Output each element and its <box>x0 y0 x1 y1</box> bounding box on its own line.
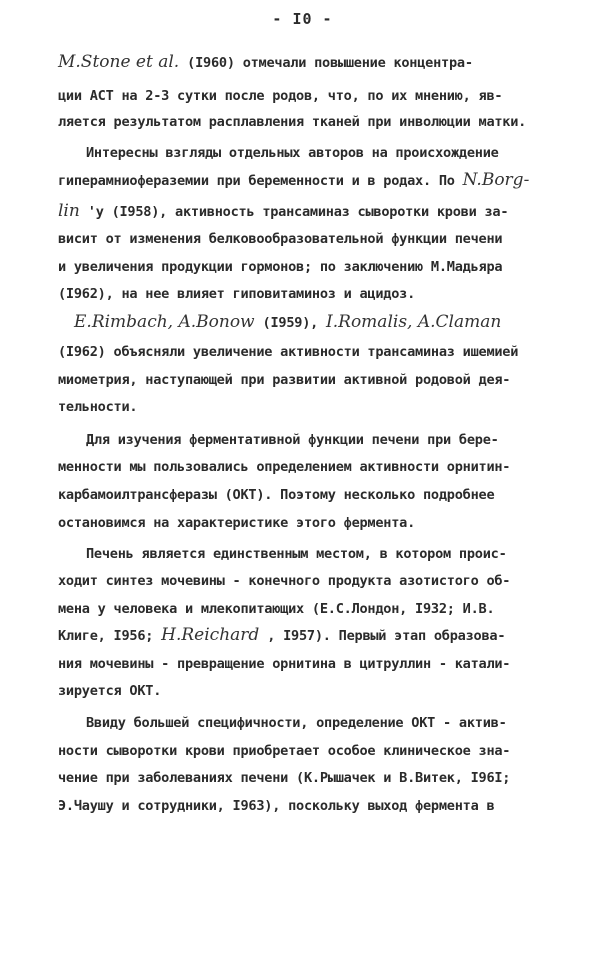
text-line: Интересны взгляды отдельных авторов на происхождение <box>86 145 499 161</box>
text-span: , I957). Первый этап образова- <box>259 628 506 644</box>
text-line: мена у человека и млекопитающих (Е.С.Лондон, I932; И.В. <box>58 601 495 617</box>
text-line: (I962), на нее влияет гиповитаминоз и ацидоз. <box>58 286 416 302</box>
text-line: тельности. <box>58 399 138 415</box>
handwritten-citation: E.Rimbach, A.Bonow <box>74 312 255 332</box>
text-line: ходит синтез мочевины - конечного продукта азотистого об- <box>58 573 511 589</box>
handwritten-citation: H.Reichard <box>161 625 260 645</box>
text-line: ния мочевины - превращение орнитина в цитруллин - катали- <box>58 656 511 672</box>
text-line: миометрия, наступающей при развитии активной родовой дея- <box>58 372 511 388</box>
text-line: (I962) объясняли увеличение активности трансаминаз ишемией <box>58 344 519 360</box>
text-line: висит от изменения белковообразовательной функции печени <box>58 231 503 247</box>
text-line: чение при заболеваниях печени (К.Рышачек и В.Витек, I96I; <box>58 770 511 786</box>
text-span: гиперамниоферазeмии при беременности и в родах. По <box>58 173 463 189</box>
text-line: зируется ОКТ. <box>58 683 162 699</box>
text-line: ности сыворотки крови приобретает особое клиническое зна- <box>58 743 511 759</box>
text-line: ции АСТ на 2-3 сутки после родов, что, по их мнению, яв- <box>58 88 503 104</box>
text-line: остановимся на характеристике этого фермента. <box>58 515 416 531</box>
text-line: и увеличения продукции гормонов; по заключению М.Мадьяра <box>58 259 503 275</box>
text-line: Э.Чаушу и сотрудники, I963), поскольку выход фермента в <box>58 798 495 814</box>
text-line <box>74 312 501 333</box>
text-span: (I959), <box>254 315 327 331</box>
text-line: карбамоилтрансферазы (ОКТ). Поэтому несколько подробнее <box>58 487 495 503</box>
text-line <box>58 625 505 646</box>
text-span: Клиге, I956; <box>58 628 162 644</box>
text-line <box>58 201 508 222</box>
text-line: Для изучения ферментативной функции печени при бере- <box>86 432 499 448</box>
page-number: - I0 - <box>272 10 333 28</box>
handwritten-citation: M.Stone et al. <box>58 52 180 72</box>
handwritten-citation: lin <box>58 201 80 221</box>
text-line: Ввиду большей специфичности, определение ОКТ - актив- <box>86 715 507 731</box>
text-line <box>58 170 529 191</box>
text-span: (I960) отмечали повышение концентра- <box>179 55 473 71</box>
text-line: ляется результатом расплавления тканей при инволюции матки. <box>58 114 527 130</box>
handwritten-citation: I.Romalis, A.Claman <box>326 312 502 332</box>
text-line <box>58 52 473 73</box>
text-line: Печень является единственным местом, в котором проис- <box>86 546 507 562</box>
text-span: 'у (I958), активность трансаминаз сыворотки крови за- <box>79 204 509 220</box>
text-line: менности мы пользовались определением активности орнитин- <box>58 459 511 475</box>
handwritten-citation: N.Borg- <box>462 170 530 190</box>
